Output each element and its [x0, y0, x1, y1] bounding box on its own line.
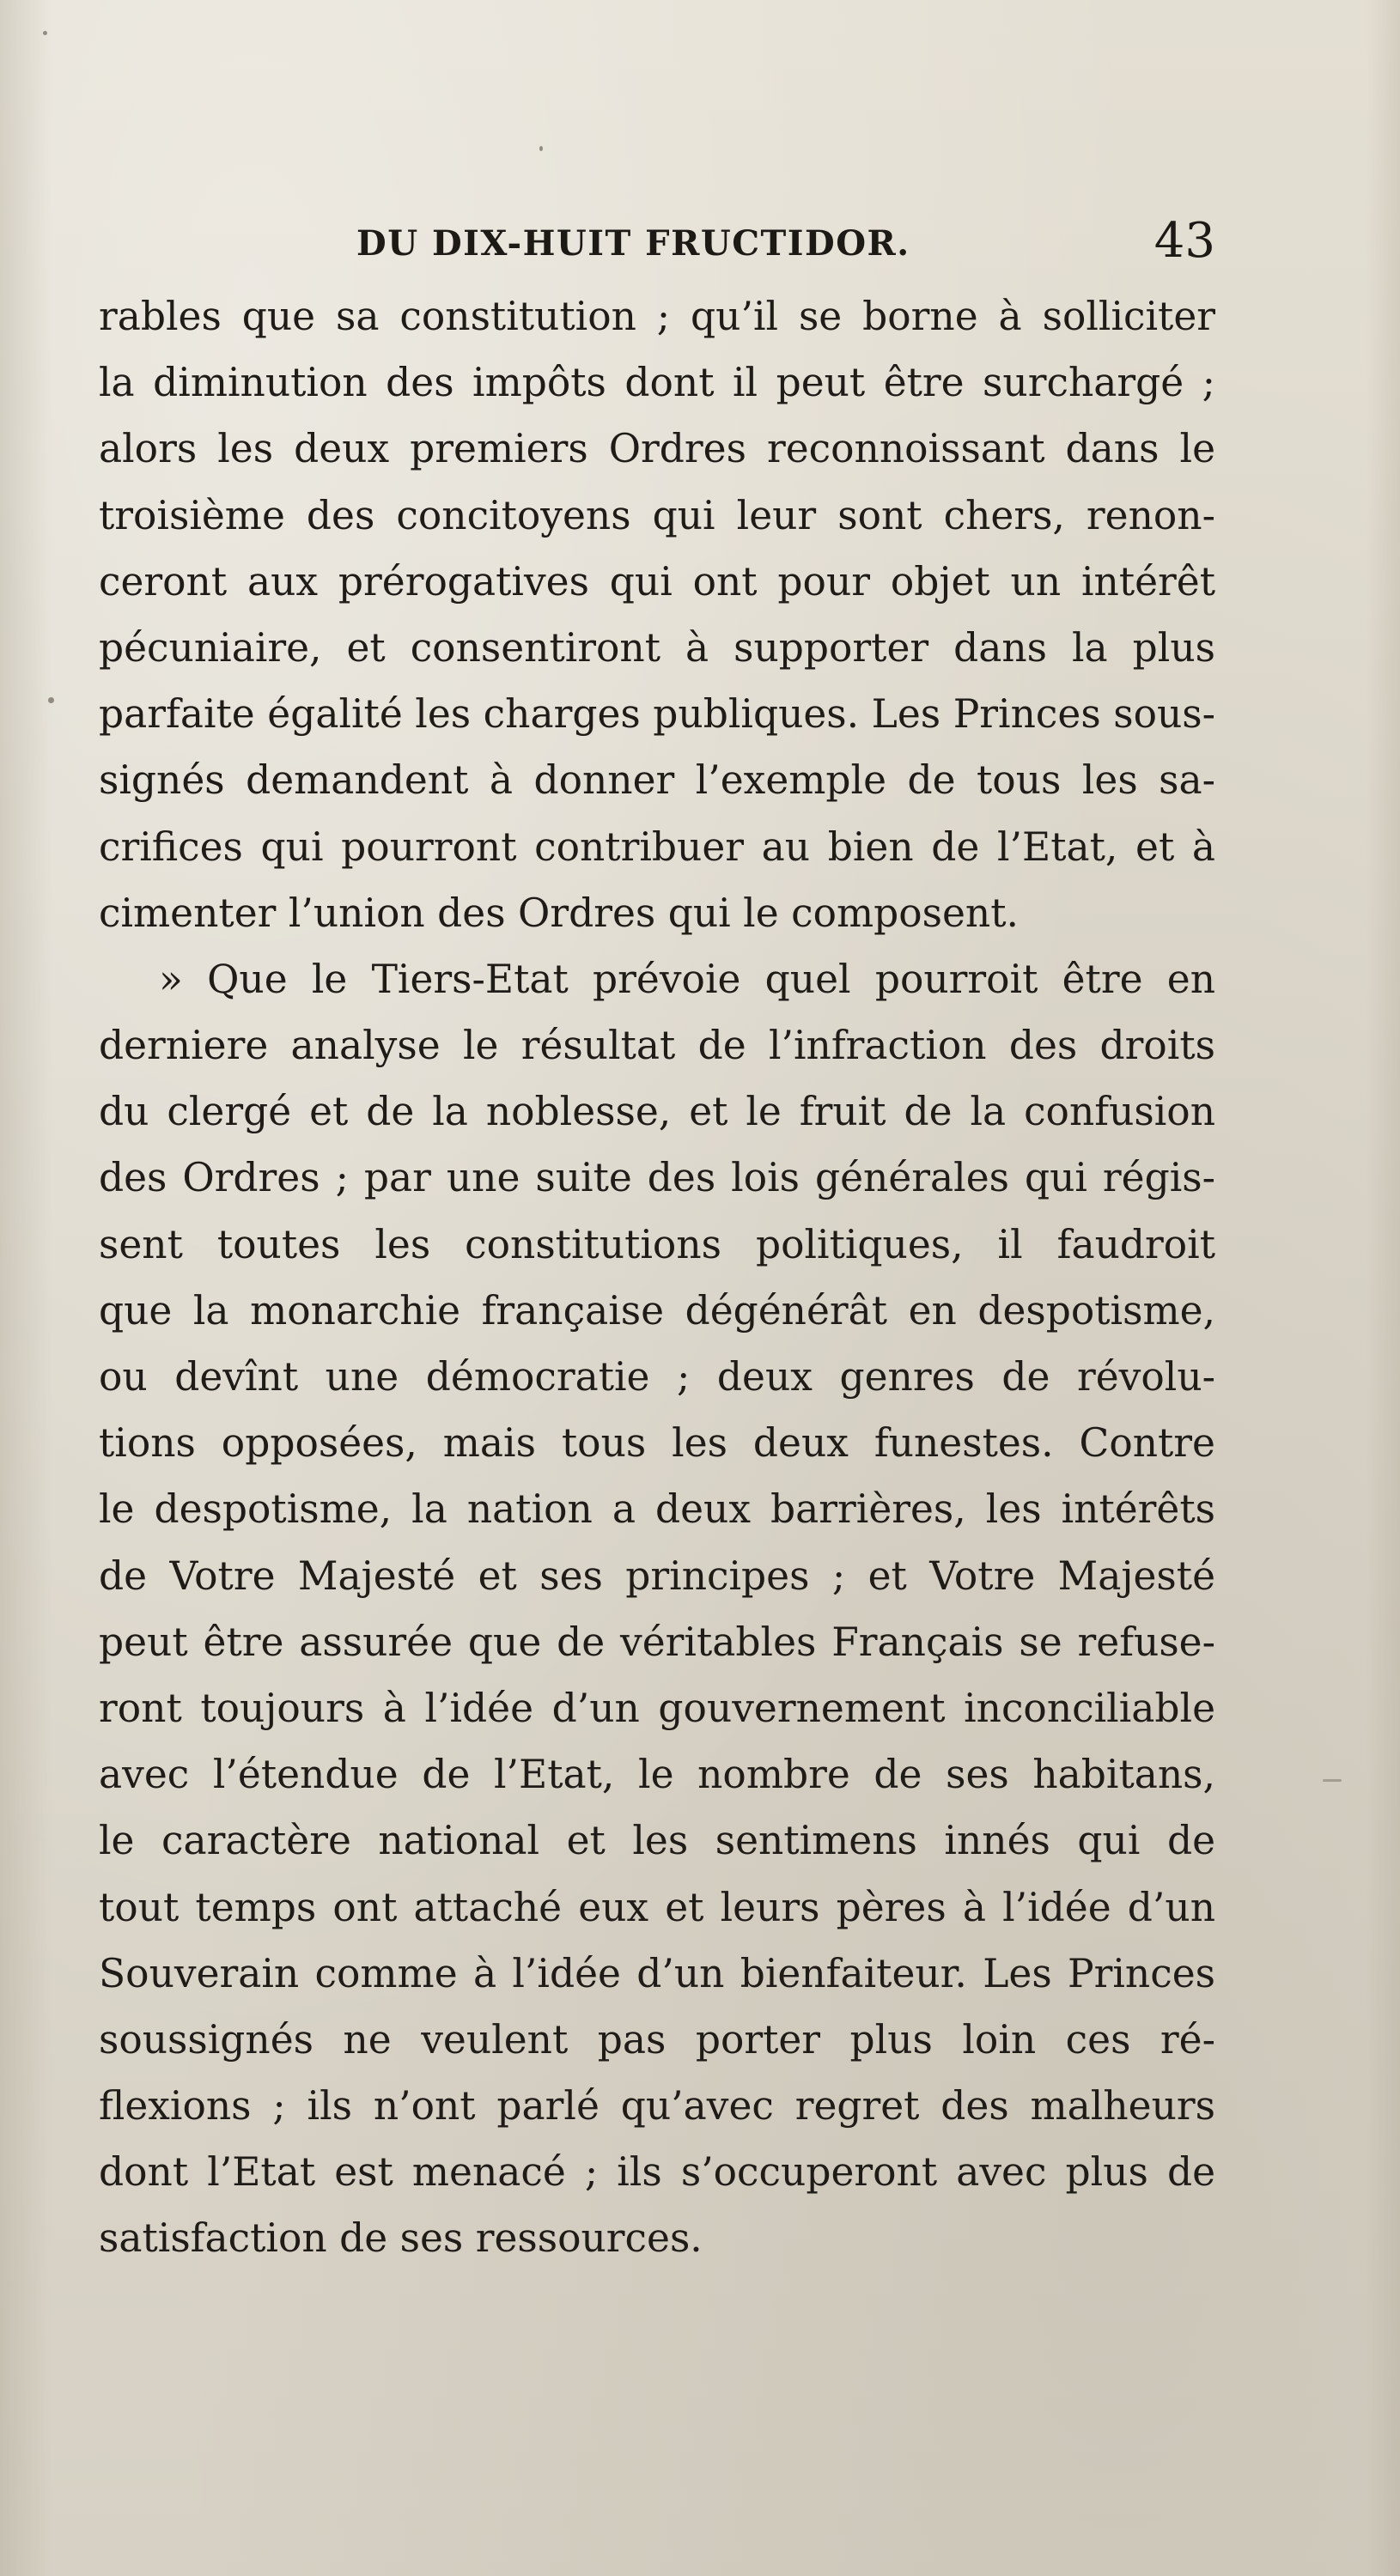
body-text [99, 283, 1215, 2272]
text-line: pécuniaire, et consentiront à supporter dans la plus [99, 624, 1215, 671]
text-line: alors les deux premiers Ordres reconnoissant dans le [99, 426, 1215, 472]
paper-speck [539, 146, 543, 151]
paper-speck [48, 697, 54, 703]
text-line: la diminution des impôts dont il peut être surchargé ; [99, 360, 1215, 406]
text-line: signés demandent à donner l’exemple de tous les sa- [99, 757, 1215, 804]
text-line: le caractère national et les sentimens innés qui de [99, 1818, 1215, 1864]
text-line: dont l’Etat est menacé ; ils s’occuperont avec plus de [99, 2149, 1215, 2196]
text-line: du clergé et de la noblesse, et le fruit de la confusion [99, 1089, 1215, 1135]
page-header [99, 213, 1215, 273]
paragraph-start-line: » Que le Tiers-Etat prévoie quel pourroit être en [159, 956, 1215, 1002]
text-line: tions opposées, mais tous les deux funestes. Contre [99, 1420, 1215, 1467]
text-line: tout temps ont attaché eux et leurs pères à l’idée d’un [99, 1884, 1215, 1930]
text-line: parfaite égalité les charges publiques. Les Princes sous- [99, 691, 1215, 738]
text-line: des Ordres ; par une suite des lois générales qui régis- [99, 1155, 1215, 1201]
page-number: 43 [1153, 213, 1215, 269]
text-line: flexions ; ils n’ont parlé qu’avec regret des malheurs [99, 2083, 1215, 2129]
page-edge-shadow-left [0, 0, 52, 2576]
text-line: troisième des concitoyens qui leur sont chers, renon- [99, 492, 1215, 538]
text-line: soussignés ne veulent pas porter plus loin ces ré- [99, 2016, 1215, 2063]
text-line: ceront aux prérogatives qui ont pour objet un intérêt [99, 558, 1215, 605]
text-line: avec l’étendue de l’Etat, le nombre de ses habitans, [99, 1752, 1215, 1798]
text-line: sent toutes les constitutions politiques, il faudroit [99, 1221, 1215, 1267]
text-line: Souverain comme à l’idée d’un bienfaiteur. Les Princes [99, 1950, 1215, 1996]
text-line: rables que sa constitution ; qu’il se borne à solliciter [99, 294, 1215, 339]
running-head: DU DIX-HUIT FRUCTIDOR. [356, 223, 910, 264]
paragraph-end-line: cimenter l’union des Ordres qui le composent. [99, 890, 1019, 936]
paper-speck [1323, 1779, 1342, 1782]
text-line: le despotisme, la nation a deux barrières, les intérêts [99, 1486, 1215, 1533]
text-line: crifices qui pourront contribuer au bien de l’Etat, et à [99, 823, 1215, 870]
text-line: ront toujours à l’idée d’un gouvernement inconciliable [99, 1685, 1215, 1731]
page-edge-shadow-right [1366, 0, 1400, 2576]
text-line: ou devînt une démocratie ; deux genres de révolu- [99, 1354, 1215, 1400]
paper-speck [43, 31, 47, 35]
text-line: peut être assurée que de véritables Français se refuse- [99, 1619, 1215, 1665]
text-line: que la monarchie française dégénérât en despotisme, [99, 1287, 1215, 1334]
text-line: de Votre Majesté et ses principes ; et Votre Majesté [99, 1552, 1215, 1599]
text-line: derniere analyse le résultat de l’infraction des droits [99, 1023, 1215, 1069]
paragraph-end-line: satisfaction de ses ressources. [99, 2215, 703, 2262]
